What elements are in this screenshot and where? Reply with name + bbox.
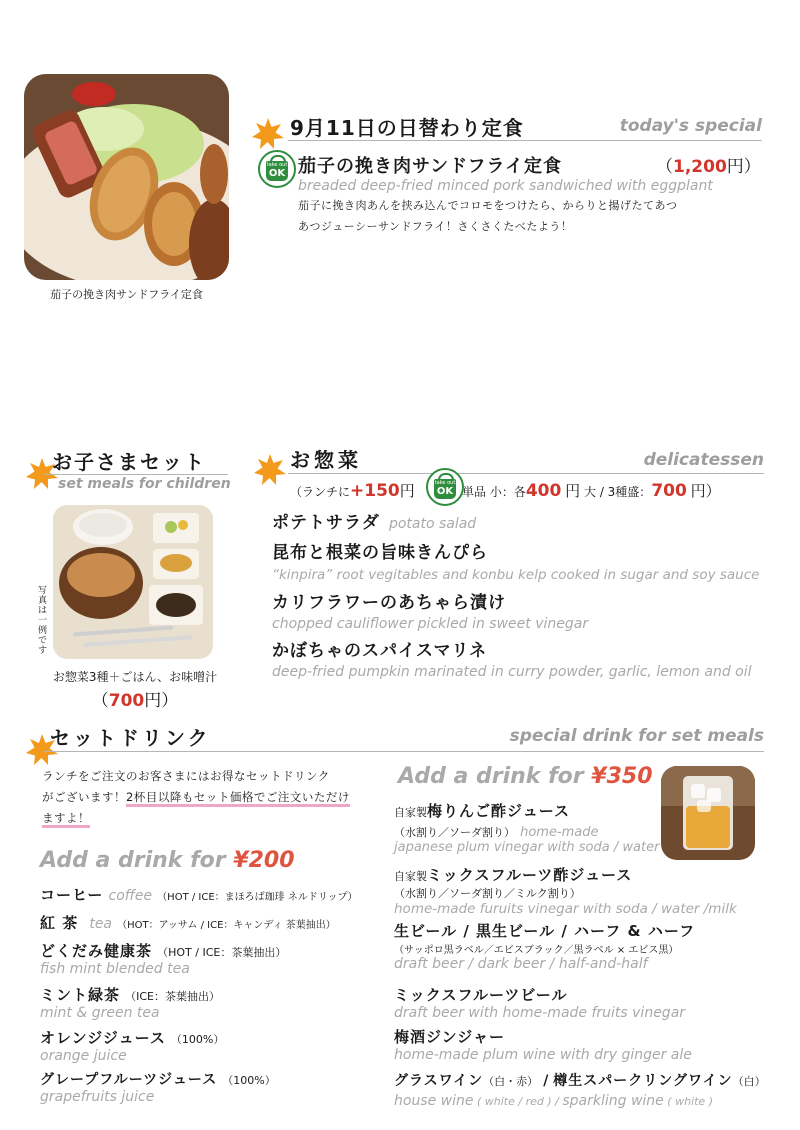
drink-list-350 bbox=[394, 800, 774, 1114]
drink-item: オレンジジュース （100%） orange juice bbox=[40, 1029, 225, 1064]
special-photo-caption: 茄子の挽き肉サンドフライ定食 bbox=[50, 288, 203, 301]
takeout-ok-badge: take out OK bbox=[426, 468, 464, 506]
drink-list-200 bbox=[40, 884, 390, 1111]
drinks-divider bbox=[44, 751, 764, 752]
drinks-title: セットドリンク bbox=[50, 726, 211, 750]
deli-title: お惣菜 bbox=[290, 448, 362, 472]
special-title: 9月11日の日替わり定食 bbox=[290, 116, 524, 140]
special-price: （1,200円） bbox=[656, 157, 761, 177]
drink-item: どくだみ健康茶 （HOT / ICE：茶葉抽出） fish mint blended tea bbox=[40, 942, 287, 977]
deli-title-en: delicatessen bbox=[643, 450, 764, 470]
special-desc-line1: 茄子に挽き肉あんを挟み込んでコロモをつけたら、からりと揚げたてあつ bbox=[298, 199, 678, 212]
kids-set-photo bbox=[53, 505, 213, 659]
kids-caption: お惣菜3種＋ごはん、お味噌汁 bbox=[52, 670, 218, 684]
special-title-en: today's special bbox=[619, 116, 762, 136]
special-dish-en: breaded deep-fried minced pork sandwiched with eggplant bbox=[298, 178, 713, 194]
special-dish-name: 茄子の挽き肉サンドフライ定食 bbox=[298, 156, 563, 177]
deli-pricing: （ランチに+150円 bbox=[290, 481, 415, 501]
kids-title: お子さまセット bbox=[52, 450, 206, 474]
deli-item: かぼちゃのスパイスマリネ deep-fried pumpkin marinated in curry powder, garlic, lemon and oil bbox=[272, 641, 752, 680]
deli-item: ポテトサラダ potato salad bbox=[272, 513, 477, 533]
drink-item: グレープフルーツジュース （100%） grapefruits juice bbox=[40, 1072, 276, 1105]
drink-item: 自家製ミックスフルーツ酢ジュース （水割り／ソーダ割り／ミルク割り） home-made furuits vinegar with soda / water /milk bbox=[394, 866, 737, 917]
kids-divider bbox=[44, 474, 228, 475]
drink-item: 梅酒ジンジャー home-made plum wine with dry ginger ale bbox=[394, 1028, 692, 1063]
special-divider bbox=[288, 140, 762, 141]
drink-item: コーヒー coffee （HOT / ICE：まほろば珈琲 ネルドリップ） bbox=[40, 886, 358, 904]
fried-sandwich-plate-image bbox=[24, 74, 229, 280]
kids-price: （700円） bbox=[91, 691, 179, 711]
kids-photo-note: 写真は一例です bbox=[38, 586, 48, 656]
deli-item: カリフラワーのあちゃら漬け chopped cauliflower pickled in sweet vinegar bbox=[272, 593, 589, 632]
drinks-intro: ランチをご注文のお客さまにはお得なセットドリンク がございます！2杯目以降もセット価格でご注文いただけ ますよ！ bbox=[42, 766, 382, 829]
drink-item: 紅 茶 tea （HOT：アッサム / ICE：キャンディ 茶葉抽出） bbox=[40, 914, 336, 932]
star-icon bbox=[254, 454, 286, 486]
deli-lunch-price: +150 bbox=[350, 481, 400, 501]
drink-item: ミックスフルーツビール draft beer with home-made fruits vinegar bbox=[394, 986, 686, 1021]
special-dish-photo bbox=[24, 74, 229, 280]
drink-item: 生ビール / 黒生ビール / ハーフ & ハーフ （サッポロ黒ラベル／エビスブラック／黒ラベル × エビス黒） draft beer / dark beer / half-and-half bbox=[394, 922, 696, 972]
drinks-title-en: special drink for set meals bbox=[509, 726, 764, 746]
deli-divider bbox=[288, 473, 764, 474]
drink-item: ミント緑茶 （ICE：茶葉抽出） mint & green tea bbox=[40, 986, 220, 1021]
kids-meal-image bbox=[53, 505, 213, 659]
deli-lunch-label: （ランチに bbox=[290, 485, 351, 499]
special-desc-line2: あつジューシーサンドフライ！さくさくたべたよう！ bbox=[298, 220, 573, 233]
kids-title-en: set meals for children bbox=[58, 476, 231, 492]
add-drink-350-heading: Add a drink for ¥350 bbox=[398, 764, 653, 789]
star-icon bbox=[252, 118, 284, 150]
drink-item: 自家製梅りんご酢ジュース （水割り／ソーダ割り） home-made japanese plum vinegar with soda / water bbox=[394, 802, 660, 855]
takeout-ok-badge: take out OK bbox=[258, 150, 296, 188]
deli-pricing-single: 単品 小：各400 円 大 / 3種盛：700 円） bbox=[462, 481, 721, 501]
deli-item: 昆布と根菜の旨味きんぴら “kinpira” root vegitables and konbu kelp cooked in sugar and soy sauce bbox=[272, 543, 760, 583]
deli-item-list bbox=[272, 508, 772, 684]
add-drink-200-heading: Add a drink for ¥200 bbox=[40, 848, 295, 873]
drink-item: グラスワイン（白・赤） / 樽生スパークリングワイン（白） house wine ( white / red ) / sparkling wine ( white ) bbox=[394, 1073, 766, 1109]
